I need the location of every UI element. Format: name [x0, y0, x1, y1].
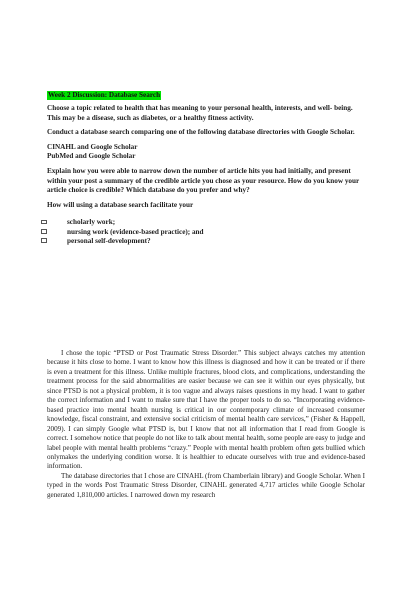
database-options	[47, 143, 365, 162]
list-item	[41, 237, 365, 246]
checkbox-bullet-icon	[41, 229, 47, 234]
bullet-list	[41, 218, 365, 246]
database-option-pubmed: PubMed and Google Scholar	[47, 152, 136, 161]
assignment-heading: Week 2 Discussion: Database Search	[48, 91, 161, 99]
prompt-facilitate: How will using a database search facilitate your	[47, 200, 194, 209]
bullet-text: nursing work (evidence-based practice); and	[67, 227, 204, 236]
prompt-explain: Explain how you were able to narrow down the number of article hits you had initially, and present within your post a summary of the credible article you chose as your resource. How do you know your article choice is credible? Which database do you prefer and why?	[47, 166, 360, 195]
checkbox-bullet-icon	[41, 238, 47, 243]
prompt-search: Conduct a database search comparing one of the following database directories with Google Scholar.	[47, 128, 355, 137]
prompt-intro: Choose a topic related to health that has meaning to your personal health, interests, and well- being. This may be a disease, such as diabetes, or a healthy fitness activity.	[47, 104, 353, 122]
list-item	[41, 228, 365, 237]
checkbox-bullet-icon	[41, 220, 47, 225]
bullet-text: scholarly work;	[67, 218, 116, 227]
essay-paragraph: I chose the topic “PTSD or Post Traumatic Stress Disorder.” This subject always catches my attention because it hits close to home. I want to know how this illness is diagnosed and how it can be treated or if there is even a treatment for this illness. Unlike multiple fractures, blood clots, and complications, understanding the treatment process for the said abnormalities are easier because we can see it within our eyes physically, but since PTSD is not a physical problem, it is too vague and always raises questions in my head. I want to gather the correct information and I want to make sure that I have the proper tools to do so. “Incorporating evidence-based practice into mental health nursing is critical in our contemporary climate of increased consumer knowledge, fiscal constraint, and extensive social criticism of mental health care services,” (Fisher & Happell, 2009). I can simply Google what PTSD is, but I know that not all information that I read from Google is correct. I somehow notice that people do not like to talk about mental health, some people are easy to judge and label people with mental health problems “crazy.” People with mental health problem often gets bullied which onlymakes the underlying condition worse. It is healthier to educate ourselves with true and evidence-based information.	[47, 349, 365, 471]
assignment-prompt	[47, 84, 365, 246]
list-item	[41, 218, 365, 227]
essay-body	[47, 349, 365, 500]
database-option-cinahl: CINAHL and Google Scholar	[47, 142, 138, 151]
essay-paragraph: The database directories that I chose are CINAHL (from Chamberlain library) and Google Scholar. When I typed in the words Post Traumatic Stress Disorder, CINAHL generated 4,717 articles while Google Scholar generated 1,810,000 articles. I narrowed down my research	[47, 471, 365, 499]
bullet-text: personal self-development?	[67, 236, 151, 245]
